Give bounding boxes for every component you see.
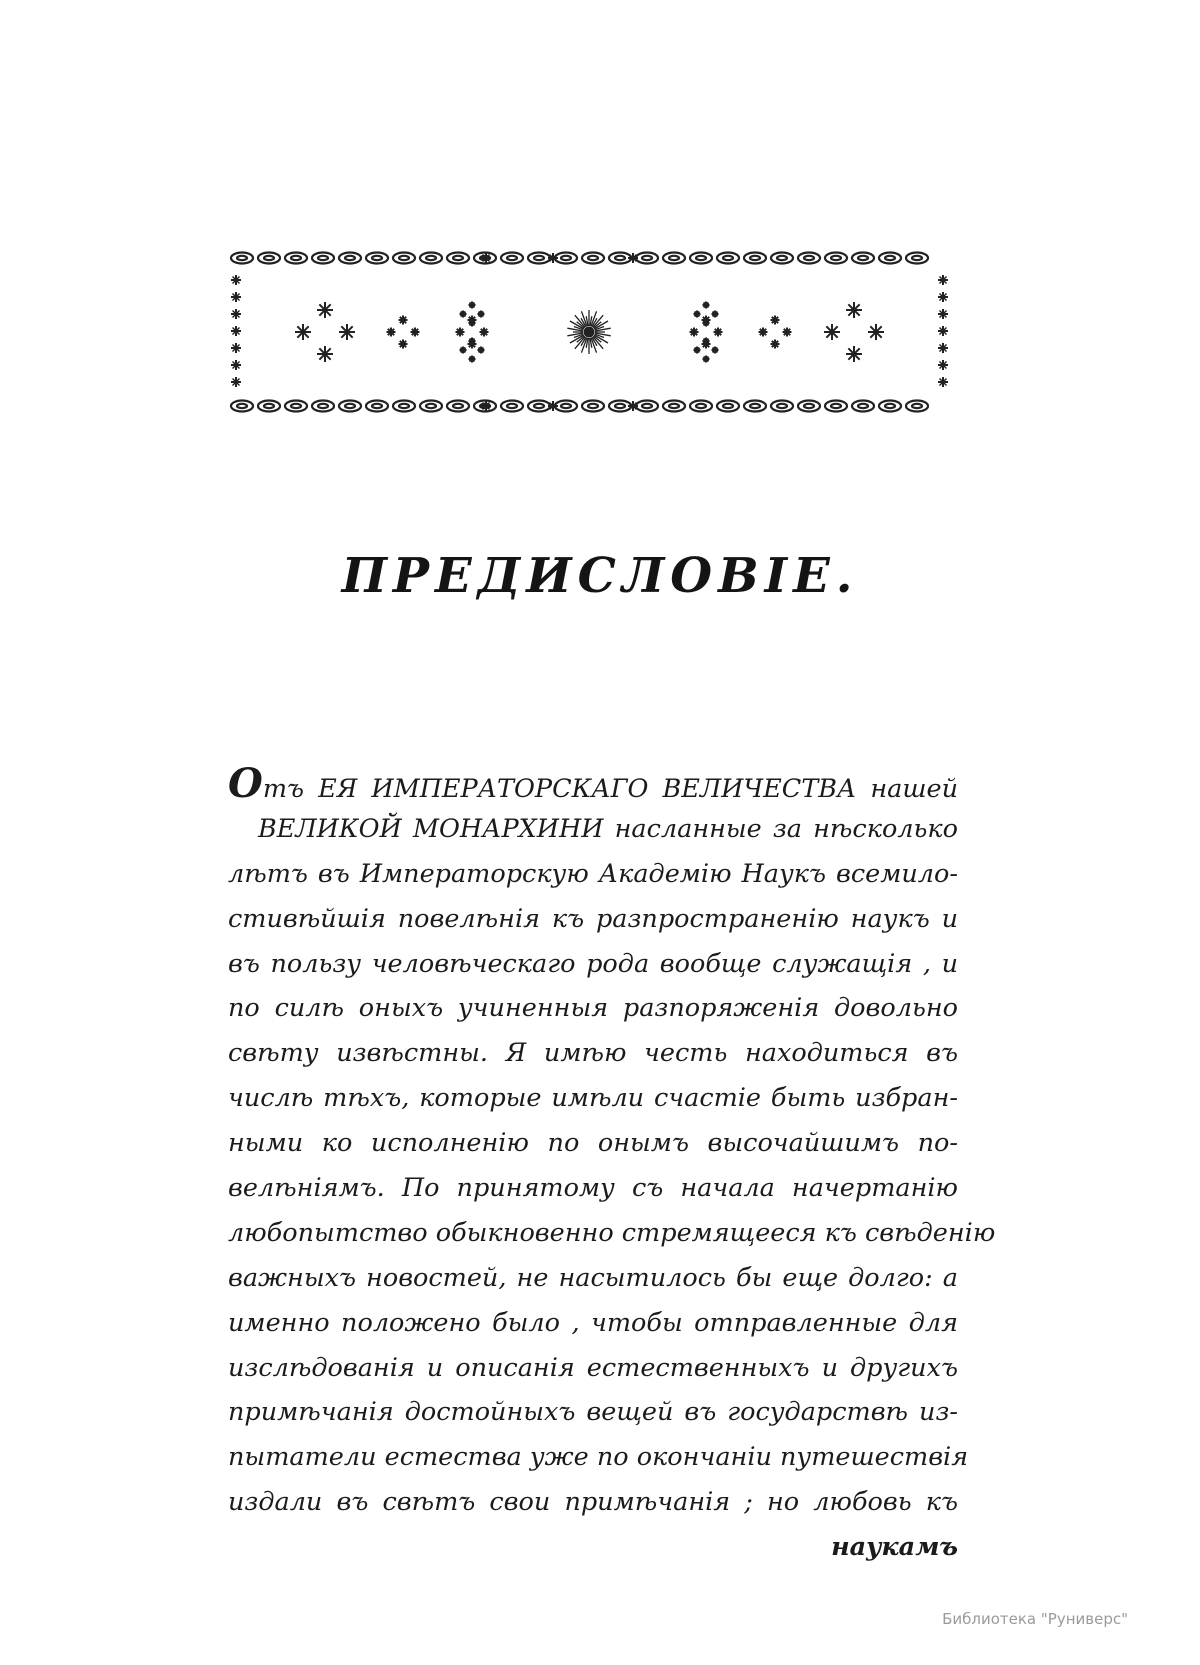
library-watermark: Библиотека "Руниверс" — [942, 1610, 1128, 1628]
text-line: пытатели естества уже по окончаніи путешествія — [228, 1442, 969, 1473]
text-line: любопытство обыкновенно стремящееся къ свѣденію — [228, 1217, 996, 1248]
text-line: числѣ тѣхъ, которые имѣли счастіе быть избран- — [228, 1083, 958, 1114]
text-line: важныхъ новостей, не насытилось бы еще долго: а — [228, 1262, 958, 1293]
text-line: Отъ ЕЯ ИМПЕРАТОРСКАГО ВЕЛИЧЕСТВА нашей — [228, 760, 958, 807]
text-line: по силѣ оныхъ учиненныя разпоряженія довольно — [228, 993, 958, 1024]
ornamental-headpiece — [228, 248, 951, 416]
text-line: стивѣйшія повелѣнія къ разпространенію наукъ и — [228, 903, 958, 934]
text-line: издали въ свѣтъ свои примѣчанія ; но любовь къ — [228, 1487, 958, 1518]
text-line: изслѣдованія и описанія естественныхъ и другихъ — [228, 1352, 958, 1383]
page-title: ПРЕДИСЛОВІЕ. — [341, 548, 859, 604]
text-line: велѣніямъ. По принятому съ начала начертанію — [228, 1173, 958, 1204]
catchword: наукамъ — [831, 1532, 958, 1563]
text-line: свѣту извѣстны. Я имѣю честь находиться въ — [228, 1038, 958, 1069]
text-line: именно положено было , чтобы отправленные для — [228, 1307, 958, 1338]
preface-text — [228, 760, 996, 1570]
drop-cap: О — [228, 760, 263, 807]
text-line: ВЕЛИКОЙ МОНАРХИНИ насланные за нѣсколько — [258, 813, 958, 844]
text-line: примѣчанія достойныхъ вещей въ государствѣ из- — [228, 1397, 958, 1428]
text-line: лѣтъ въ Императорскую Академію Наукъ всемило- — [228, 858, 958, 889]
text-line: ными ко исполненію по онымъ высочайшимъ по- — [228, 1128, 958, 1159]
text-line: въ пользу человѣческаго рода вообще служащія , и — [228, 948, 958, 979]
